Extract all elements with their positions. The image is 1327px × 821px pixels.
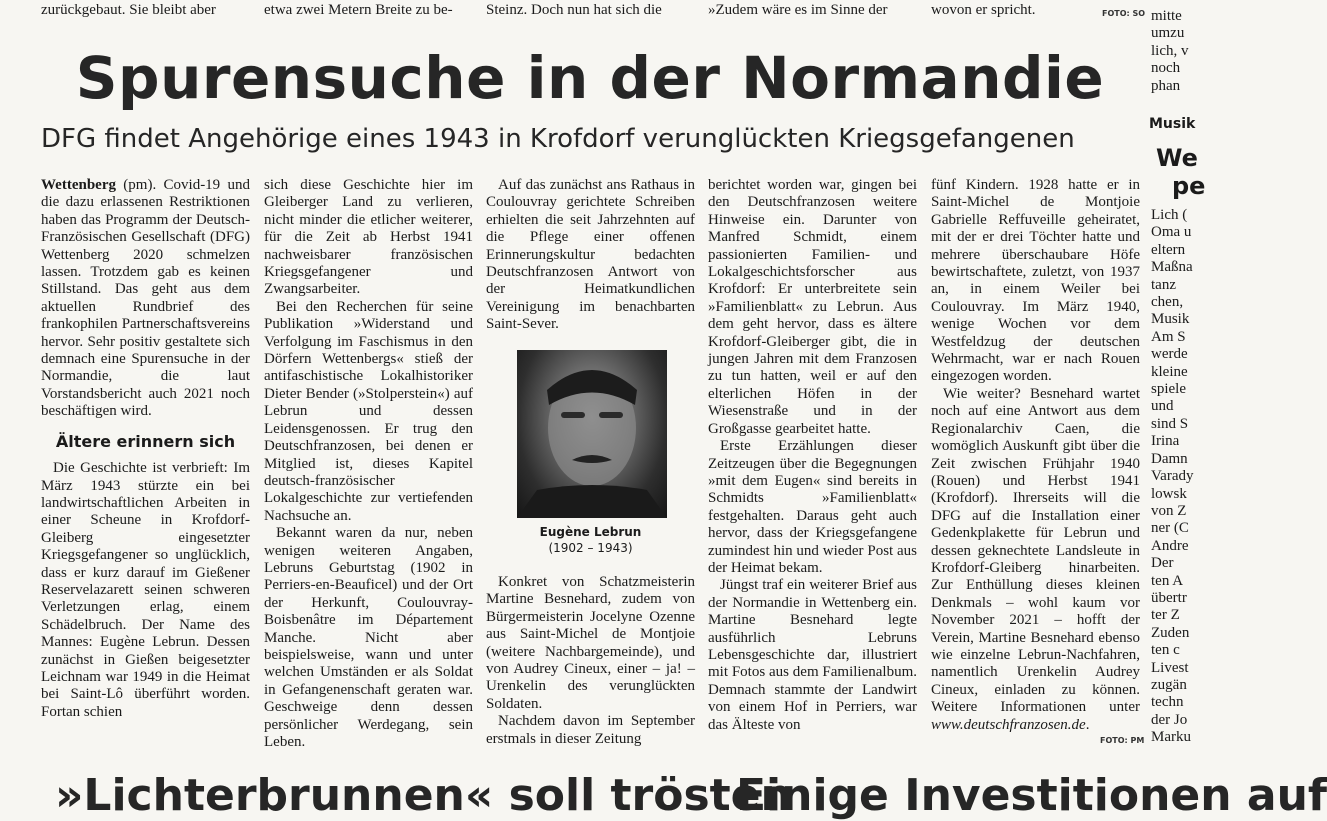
- article-column-4: [708, 177, 917, 734]
- strip-line: techn: [1151, 694, 1184, 711]
- website-link[interactable]: www.deutschfranzosen.de: [931, 716, 1086, 733]
- top-strip-line: etwa zwei Metern Breite zu be-: [264, 2, 453, 18]
- article-column-5: [931, 177, 1140, 734]
- right-strip-body: [1151, 207, 1194, 747]
- strip-line: chen,: [1151, 294, 1184, 311]
- caption-name: Eugène Lebrun: [539, 525, 642, 539]
- paragraph: Bei den Recherchen für seine Publikation »Widerstand und Verfolgung im Faschismus in den Dörfern Wettenbergs« stieß der antifaschistische Lokalhistoriker Dieter Bender (»Stolperstein«) auf Lebrun und dessen Leidensgenossen. Er trug den Deutschfranzosen, bei denen er Mitglied ist, dieses Kapitel deutsch-französischer Lokalgeschichte zur vertiefenden Nachsuche an.: [264, 298, 473, 524]
- strip-line: Damn: [1151, 450, 1188, 467]
- caption-years: (1902 – 1943): [548, 541, 633, 555]
- paragraph: Auf das zunächst ans Rathaus in Coulouvray gerichtete Schreiben erhielten die seit Jahrzehnten auf die Pflege einer offenen Erinnerungskultur bedachten Deutschfranzosen Antwort von der Heimatkundlichen Vereinigung im benachbarten Saint-Sever.: [486, 177, 695, 333]
- strip-line: ner (C: [1151, 520, 1189, 537]
- strip-line: sind S: [1151, 415, 1189, 432]
- photo-caption: [486, 524, 695, 556]
- next-headline: Einige Investitionen auf: [736, 770, 1327, 821]
- section-heading: Ältere erinnern sich: [55, 431, 236, 451]
- strip-line: Irina: [1151, 433, 1180, 450]
- portrait-photo: [517, 350, 667, 518]
- strip-line: Am S: [1151, 328, 1186, 345]
- strip-line: Marku: [1151, 729, 1191, 746]
- paragraph: Konkret von Schatzmeisterin Martine Besnehard, zudem von Bürgermeisterin Jocelyne Ozenne aus Saint-Michel de Montjoie (weitere Nachbargemeinde), und von Audrey Cineux, einer – ja! – Urenkelin des verunglückten Soldaten.: [486, 574, 695, 712]
- paragraph: Bekannt waren da nur, neben wenigen weiteren Angaben, Lebruns Geburtstag (1902 in Perriers-en-Beauficel) und der Ort der Herkunft, Coulouvray-Boisbenâtre im Département Manche. Nicht aber beispielsweise, wann und unter welchen Umständen er als Soldat in Gefangenenschaft geraten war. Geschweige denn dessen persönlicher Werdegang, sein Leben.: [264, 525, 473, 750]
- paragraph: Wie weiter? Besnehard wartet noch auf eine Antwort aus dem Regionalarchiv Caen, die womöglich Auskunft gibt über die Zeit zwischen Frühjahr 1940 (Rouen) und Herbst 1941 (Krofdorf). Ihrerseits will die DFG auf die Installation einer Gedenkplakette für Lebrun und dessen geknechtete Landsleute in Krofdorf-Gleiberg hinarbeiten. Zur Enthüllung dieses kleinen Denkmals – wohl kaum vor November 2021 – hofft der Verein, Martine Besnehard ebenso wie einzelne Lebrun-Nachfahren, namentlich Urenkelin Audrey Cineux, einladen zu können. Weitere Informationen unter: [931, 385, 1140, 716]
- article-column-3: [486, 177, 695, 334]
- strip-line: ten c: [1151, 642, 1180, 659]
- strip-line: Zuden: [1151, 624, 1190, 641]
- strip-line: Musik: [1151, 311, 1190, 328]
- paragraph: Die Geschichte ist verbrieft: Im März 1943 stürzte ein bei landwirtschaftlichen Arbeiten in einer Scheune in Krofdorf-Gleiberg eingesetzter Kriegsgefangener so unglücklich, dass er kurz darauf im Gießener Reservelazarett seinen schweren Verletzungen erlag, einem Schädelbruch. Der Name des Mannes: Eugène Lebrun. Dessen zunächst in Gießen beigesetzter Leichnam war 1949 in die Heimat bei Saint-Lô überführt worden. Fortan schien: [41, 460, 250, 720]
- strip-line: lich, v: [1151, 42, 1189, 59]
- strip-line: Der: [1151, 555, 1174, 572]
- right-strip-heading: Musik: [1149, 116, 1196, 132]
- strip-line: lowsk: [1151, 485, 1187, 502]
- right-strip-headline: We: [1156, 144, 1198, 172]
- paragraph: fünf Kindern. 1928 hatte er in Saint-Michel de Montjoie Gabrielle Reffuveille geheiratet, mit der er drei Töchter hatte und mehrere überschaubare Höfe bewirtschaftete, zuletzt, von 1937 an, in einem Weiler bei Coulouvray. Im März 1940, wenige Wochen vor dem Westfeldzug der deutschen Wehrmacht, war er nach Rouen eingezogen worden.: [931, 177, 1140, 385]
- paragraph: berichtet worden war, gingen bei den Deutschfranzosen weitere Hinweise ein. Darunter von Manfred Schmidt, einem passionierten Familien- und Lokalgeschichtsforscher aus Krofdorf: Er unterbreitete sein »Familienblatt« zu Lebrun. Aus dem geht hervor, dass es ältere Krofdorf-Gleiberger gibt, die in jungen Jahren mit dem Franzosen zu tun hatten, weil er auf den elterlichen Höfen in der Wiesenstraße und in der Großgasse gearbeitet hatte.: [708, 177, 917, 437]
- headline: Spurensuche in der Normandie: [75, 44, 1105, 112]
- top-strip-line: »Zudem wäre es im Sinne der: [708, 2, 888, 18]
- right-strip-headline: pe: [1172, 172, 1206, 200]
- paragraph: Nachdem davon im September erstmals in dieser Zeitung: [486, 713, 695, 747]
- paragraph: (pm). Covid-19 und die dazu erlassenen Restriktionen haben das Programm der Deutsch-Französischen Gesellschaft (DFG) Wettenberg 2020 schmelzen lassen. Trotzdem gab es keinen Stillstand. Das geht aus dem aktuellen Rundbrief des frankophilen Partnerschaftsvereins hervor. Sehr positiv gestaltete sich demnach eine Spurensuche in der Normandie, die laut Vorstandsbericht auch 2021 noch beschäftigen wird.: [41, 177, 250, 420]
- strip-line: Oma u: [1151, 224, 1192, 241]
- strip-line: zugän: [1151, 676, 1187, 693]
- strip-line: übertr: [1151, 589, 1187, 606]
- subheadline: DFG findet Angehörige eines 1943 in Krofdorf verunglückten Kriegsgefangenen: [41, 124, 1075, 154]
- paragraph: sich diese Geschichte hier im Gleiberger Land zu verlieren, nicht minder die etlicher weiterer, für die Zeit ab Herbst 1941 nachweisbarer französischen Kriegsgefangener und Zwangsarbeiter.: [264, 177, 473, 298]
- portrait-silhouette-icon: [517, 350, 667, 518]
- strip-line: Lich (: [1151, 207, 1188, 223]
- strip-line: Andre: [1151, 537, 1189, 554]
- top-strip-line: wovon er spricht.: [931, 2, 1036, 18]
- dateline: Wettenberg: [41, 177, 116, 193]
- strip-line: umzu: [1151, 25, 1185, 42]
- paragraph: Jüngst traf ein weiterer Brief aus der Normandie in Wettenberg ein. Martine Besnehard legte ausführlich Lebruns Lebensgeschichte dar, illustriert mit Fotos aus dem Familienalbum. Demnach stammte der Landwirt von einem Hof in Perriers, war das Älteste von: [708, 577, 917, 733]
- strip-line: ter Z: [1151, 607, 1180, 624]
- strip-line: Varady: [1151, 468, 1194, 485]
- right-strip: [1151, 8, 1190, 95]
- strip-line: und: [1151, 398, 1174, 415]
- strip-line: mitte: [1151, 8, 1182, 24]
- top-photo-credit: FOTO: SO: [1102, 9, 1146, 18]
- strip-line: spiele: [1151, 381, 1186, 398]
- strip-line: Maßna: [1151, 259, 1193, 276]
- photo-credit: FOTO: PM: [1100, 736, 1145, 745]
- strip-line: werde: [1151, 346, 1188, 363]
- top-strip-line: Steinz. Doch nun hat sich die: [486, 2, 662, 18]
- strip-line: kleine: [1151, 363, 1188, 380]
- strip-line: tanz: [1151, 276, 1176, 293]
- strip-line: ten A: [1151, 572, 1184, 589]
- strip-line: von Z: [1151, 502, 1187, 519]
- top-strip-line: zurückgebaut. Sie bleibt aber: [41, 2, 216, 18]
- strip-line: Livest: [1151, 659, 1189, 676]
- article-column-3-lower: [486, 574, 695, 748]
- strip-line: phan: [1151, 77, 1181, 94]
- article-column-1: [41, 177, 250, 721]
- article-column-2: [264, 177, 473, 751]
- punctuation: .: [1085, 716, 1090, 733]
- strip-line: der Jo: [1151, 711, 1188, 728]
- strip-line: noch: [1151, 60, 1181, 77]
- next-headline: »Lichterbrunnen« soll trösten: [55, 770, 792, 821]
- paragraph: Erste Erzählungen dieser Zeitzeugen über die Begegnungen »mit dem Eugen« sind bereits in Schmidts »Familienblatt« festgehalten. Daraus geht auch hervor, dass der Kriegsgefangene zumindest hin und wieder Post aus der Heimat bekam.: [708, 438, 917, 576]
- strip-line: eltern: [1151, 241, 1186, 258]
